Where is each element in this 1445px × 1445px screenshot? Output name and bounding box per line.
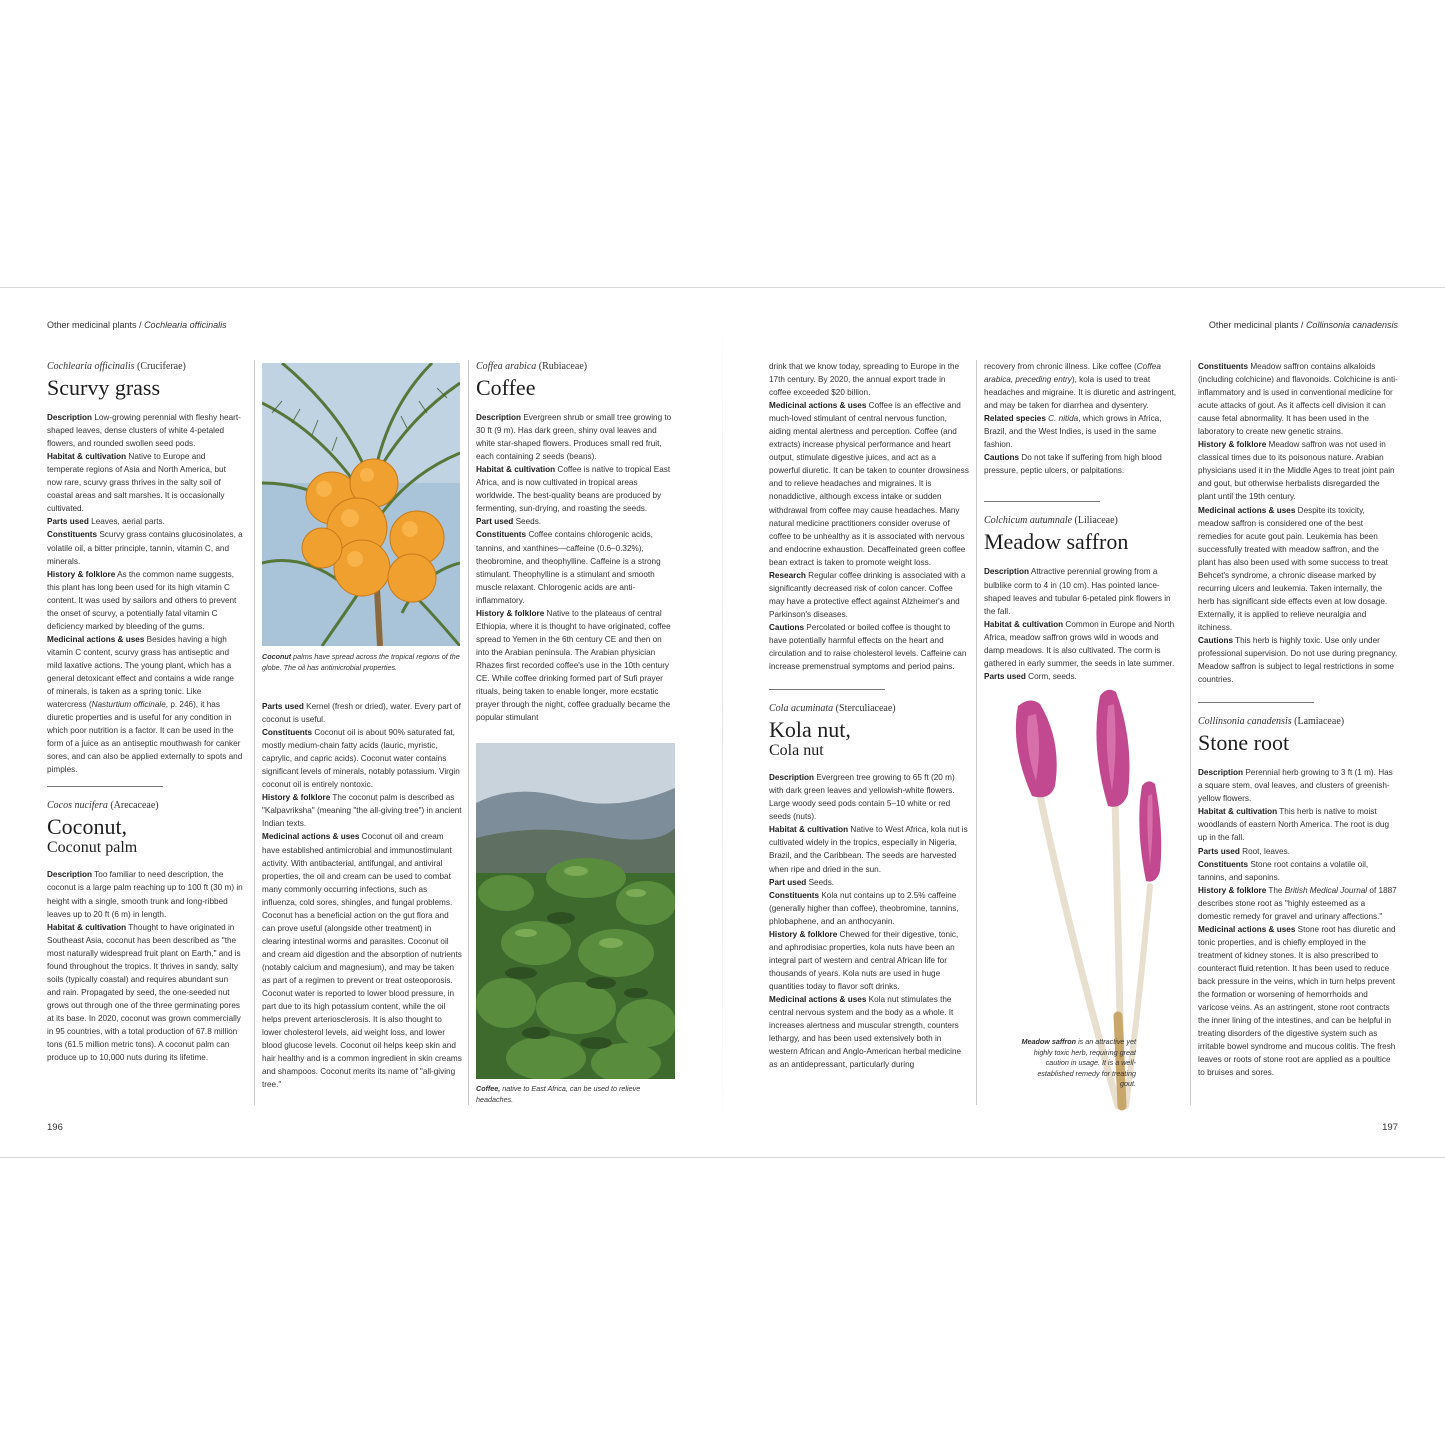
left-running-head: Other medicinal plants / Cochlearia officinalis — [47, 320, 227, 330]
coffee-text: Description Evergreen shrub or small tree growing to 30 ft (9 m). Has dark green, shiny oval leaves and white star-shaped flowers. Produces small red fruit, each containing 2 seeds (beans). Habitat & cultivation Coffee is native to tropical East Africa, and is now cultivated in tropical areas worldwide. The best-quality beans are produced by fermenting, sun-drying, and roasting the seeds. Part used Seeds. Constituents Coffee contains chlorogenic acids, tannins, and xanthines—caffeine (0.6–0.32%), theobromine, and theophylline. Caffeine is a strong stimulant. Theophylline is a stimulant and smooth muscle relaxant. Chlorogenic acids are anti-inflammatory. History & folklore Native to the plateaus of central Ethiopia, where it is thought to have originated, coffee spread to Yemen in the 6th century CE and then on into the Arabian peninsula. The Arabian physician Rhazes first recorded coffee's use in the 10th century CE. While coffee drinking formed part of Sufi prayer rituals, being taken to enable longer, more ecstatic prayer through the night, coffee gradually became the popular stimulant — [476, 413, 672, 723]
column-2 — [262, 700, 462, 1091]
left-page-number: 196 — [47, 1122, 63, 1133]
coffee-plant-image — [476, 743, 675, 1079]
stone-root-text: Description Perennial herb growing to 3 ft (1 m). Has a square stem, oval leaves, and clusters of greenish-yellow flowers. Habitat & cultivation This herb is native to moist woodlands of eastern North America. The root is dug up in the fall. Parts used Root, leaves. Constituents Stone root contains a volatile oil, tannins, and saponins. History & folklore The British Medical Journal of 1887 describes stone root as "highly esteemed as a domestic remedy for gravel and urinary affections." Medicinal actions & uses Stone root has diuretic and tonic properties, and is chiefly employed in the treatment of kidney stones. It is also prescribed to counteract fluid retention. It has been used to reduce back pressure in the veins, which in turn helps prevent the formation or worsening of hemorrhoids and varicose veins. As an astringent, stone root contracts the inner lining of the intestines, and can be helpful in treating disorders of the digestive system such as irritable bowel syndrome and mucous colitis. The fresh leaves or roots of stone root are applied as a poultice to bruises and sores. — [1198, 768, 1397, 1078]
section-rule — [984, 501, 1100, 502]
entry-title-meadow-saffron: Meadow saffron — [984, 529, 1129, 555]
section-rule — [769, 689, 885, 690]
kola-text: Description Evergreen tree growing to 65 ft (20 m) with dark green leaves and yellowish-white flowers. Large woody seed pods contain 5–10 white or red seeds (nuts). Habitat & cultivation Native to West Africa, kola nut is cultivated widely in the tropics, especially in Nigeria, Brazil, and the Caribbean. The seeds are harvested when ripe and dried in the sun. Part used Seeds. Constituents Kola nut contains up to 2.5% caffeine (generally higher than coffee), theobromine, tannins, phlobaphene, and an anthocyanin. History & folklore Chewed for their digestive, tonic, and aphrodisiac properties, kola nuts have been an integral part of western and central African life for thousands of years. Kola nuts are used in huge quantities today to flavor soft drinks. Medicinal actions & uses Kola nut stimulates the central nervous system and the body as a whole. It increases alertness and muscular strength, counters lethargy, and has been used extensively both in western African and Anglo-American herbal medicine as an antidepressant, particularly during — [769, 773, 968, 1070]
coffee-photo — [476, 743, 675, 1079]
entry-title-kola-nut: Kola nut, Cola nut — [769, 717, 851, 760]
section-rule — [47, 786, 163, 787]
column-6 — [1198, 360, 1398, 1079]
latin-name: Cochlearia officinalis (Cruciferae) — [47, 361, 186, 372]
coffee-text-continued: drink that we know today, spreading to Europe in the 17th century. By 2020, the annual export trade in coffee exceeded $20 billion. Medicinal actions & uses Coffee is an effective and much-loved stimulant of central nervous function, aiding mental alertness and perception. Coffee (and extracts) increase physical performance and heart output, stimulate digestive juices, and act as a powerful diuretic. It can be taken to counter drowsiness and to relieve headaches and migraines. It is nonaddictive, although excess intake or sudden withdrawal from coffee may cause headaches. Many natural medicine practitioners consider overuse of coffee to be unhealthy as it is associated with nervous and endocrine exhaustion. Decaffeinated green coffee bean extract is taken to promote weight loss. Research Regular coffee drinking is associated with a significantly decreased risk of colon cancer. Coffee may have a protective effect against Alzheimer's and Parkinson's diseases. Cautions Percolated or boiled coffee is thought to have potentially harmful effects on the heart and circulation and to raise cholesterol levels. Caffeine can increase premenstrual symptoms and period pains. — [769, 362, 969, 672]
right-running-head: Other medicinal plants / Collinsonia canadensis — [1208, 320, 1398, 330]
latin-name: Cocos nucifera (Arecaceae) — [47, 800, 159, 812]
meadow-saffron-caption: Meadow saffron is an attractive yet highly toxic herb, requiring great caution in usage. It is a well-established remedy for treating gout. — [1021, 1037, 1136, 1088]
column-divider — [976, 360, 977, 1105]
column-divider — [1190, 360, 1191, 1105]
column-4 — [769, 360, 969, 1071]
column-5 — [984, 360, 1180, 683]
column-divider — [468, 360, 469, 1105]
meadow-text-continued: Constituents Meadow saffron contains alkaloids (including colchicine) and flavonoids. Colchicine is anti-inflammatory and is used in conventional medicine for acute attacks of gout. As it affects cell division it can cause fetal abnormality. It has been used in the laboratory to create new genetic strains. History & folklore Meadow saffron was not used in classical times due to its poisonous nature. Arabian physicians used it in the Middle Ages to treat joint pain and gout, but otherwise herbalists disregarded the plant until the 19th century. Medicinal actions & uses Despite its toxicity, meadow saffron is considered one of the best remedies for acute gout pain. Leukemia has been successfully treated with meadow saffron, and the plant has also been used with some success to treat Behcet's syndrome, a chronic disease marked by recurring ulcers and leukemia. Taken internally, the herb has significant side effects even at low dosage. Externally, it is applied to relieve neuralgia and itchiness. Cautions This herb is highly toxic. Use only under professional supervision. Do not use during pregnancy. Meadow saffron is subject to legal restrictions in some countries. — [1198, 362, 1398, 685]
kola-text-continued: recovery from chronic illness. Like coffee (Coffea arabica, preceding entry), kola is used to treat headaches and migraine. It is diuretic and astringent, and may be taken for diarrhea and dysentery. Related species C. nitida, which grows in Africa, Brazil, and the West Indies, is used in the same fashion. Cautions Do not take if suffering from high blood pressure, peptic ulcers, or palpitations. — [984, 362, 1177, 476]
section-rule — [1198, 702, 1314, 703]
coconut-caption: Coconut palms have spread across the tropical regions of the globe. The oil has antimicrobial properties. — [262, 652, 460, 672]
coffee-caption: Coffee, native to East Africa, can be used to relieve headaches. — [476, 1084, 641, 1104]
coconut-palm-image — [262, 363, 460, 646]
latin-name: Cola acuminata (Sterculiaceae) — [769, 703, 896, 715]
column-1 — [47, 360, 243, 1064]
right-page-number: 197 — [1382, 1122, 1398, 1133]
coconut-text: Description Too familiar to need description, the coconut is a large palm reaching up to 100 ft (30 m) in height with a single, smooth trunk and long-ribbed leaves up to 20 ft (6 m) in length. Habitat & cultivation Thought to have originated in Southeast Asia, coconut has been described as "the most naturally widespread fruit plant on Earth," and is found throughout the tropics. It thrives in sandy, salty soils (typically coastal) and requires abundant sun and rain. Propagated by seed, the one-seeded nut grows out through one of the three germinating pores at its base. In 2020, coconut was grown commercially in 95 countries, with a total production of 67.8 million tons (61.5 million metric tons). A coconut palm can produce up to 10,000 nuts during its lifetime. — [47, 870, 243, 1063]
entry-title-coconut: Coconut, Coconut palm — [47, 814, 138, 857]
coconut-photo — [262, 363, 460, 646]
coconut-text-continued: Parts used Kernel (fresh or dried), water. Every part of coconut is useful. Constituents Coconut oil is about 90% saturated fat, mostly medium-chain fatty acids (lauric, myristic, caprylic, and capric acids). Coconut water contains significant levels of minerals, notably potassium. Virgin coconut oil is entirely nontoxic. History & folklore The coconut palm is described as "Kalpavriksha" (meaning "the all-giving tree") in ancient Indian texts. Medicinal actions & uses Coconut oil and cream have established antimicrobial and immunostimulant activity. With antibacterial, antifungal, and antiviral properties, the oil and cream can be used to combat many commonly occurring infections, such as influenza, cold sores, shingles, and fungal problems. Coconut has a beneficial action on the gut flora and can prove useful (alongside other treatment) in clearing intestinal worms and parasites. Coconut oil and cream aid digestion and the absorption of nutrients (notably calcium and magnesium), and may be taken as part of a regimen to prevent or treat osteoporosis. Coconut water is reported to lower blood pressure, in part due to its high potassium content, while the oil helps prevent arteriosclerosis. It is also thought to lower cholesterol levels, aid weight loss, and lower blood glucose levels. Coconut oil helps keep skin and hair healthy and is a common ingredient in skin creams and shampoos. Coconut merits its name of "all-giving tree." — [262, 702, 462, 1090]
column-3 — [476, 360, 676, 724]
book-spread — [0, 287, 1445, 1158]
entry-title-scurvy-grass: Scurvy grass — [47, 375, 161, 401]
scurvy-text: Description Low-growing perennial with fleshy heart-shaped leaves, dense clusters of white 4-petaled flowers, and rounded swollen seed pods. Habitat & cultivation Native to Europe and temperate regions of Asia and North America, but now rare, scurvy grass thrives in the salty soil of coastal areas and salt marshes. It is occasionally cultivated. Parts used Leaves, aerial parts. Constituents Scurvy grass contains glucosinolates, a volatile oil, a bitter principle, tannin, vitamin C, and minerals. History & folklore As the common name suggests, this plant has long been used for its high vitamin C content. It was used by sailors and others to prevent the onset of scurvy, a potentially fatal vitamin C deficiency marked by bleeding of the gums. Medicinal actions & uses Besides having a high vitamin C content, scurvy grass has antiseptic and mild laxative actions. The young plant, which has a general detoxicant effect and contains a wide range of minerals, is taken as a spring tonic. Like watercress (Nasturtium officinale, p. 246), it has diuretic properties and is useful for any condition in which poor nutrition is a factor. It can be used in the form of a juice as an antiseptic mouthwash for canker sores, and can also be applied externally to spots and pimples. — [47, 413, 243, 775]
meadow-text: Description Attractive perennial growing from a bulblike corm to 4 in (10 cm). Has pointed lance-shaped leaves and tubular 6-petaled pink flowers in the fall. Habitat & cultivation Common in Europe and North Africa, meadow saffron grows wild in woods and damp meadows. It is also cultivated. The corm is gathered in early summer, the seeds in late summer. Parts used Corm, seeds. — [984, 567, 1175, 681]
latin-name: Colchicum autumnale (Liliaceae) — [984, 515, 1118, 527]
column-divider — [254, 360, 255, 1105]
latin-name: Collinsonia canadensis (Lamiaceae) — [1198, 716, 1345, 728]
entry-title-stone-root: Stone root — [1198, 730, 1290, 756]
spine-gutter — [722, 288, 723, 1157]
entry-title-coffee: Coffee — [476, 375, 536, 401]
latin-name: Coffea arabica (Rubiaceae) — [476, 361, 588, 372]
